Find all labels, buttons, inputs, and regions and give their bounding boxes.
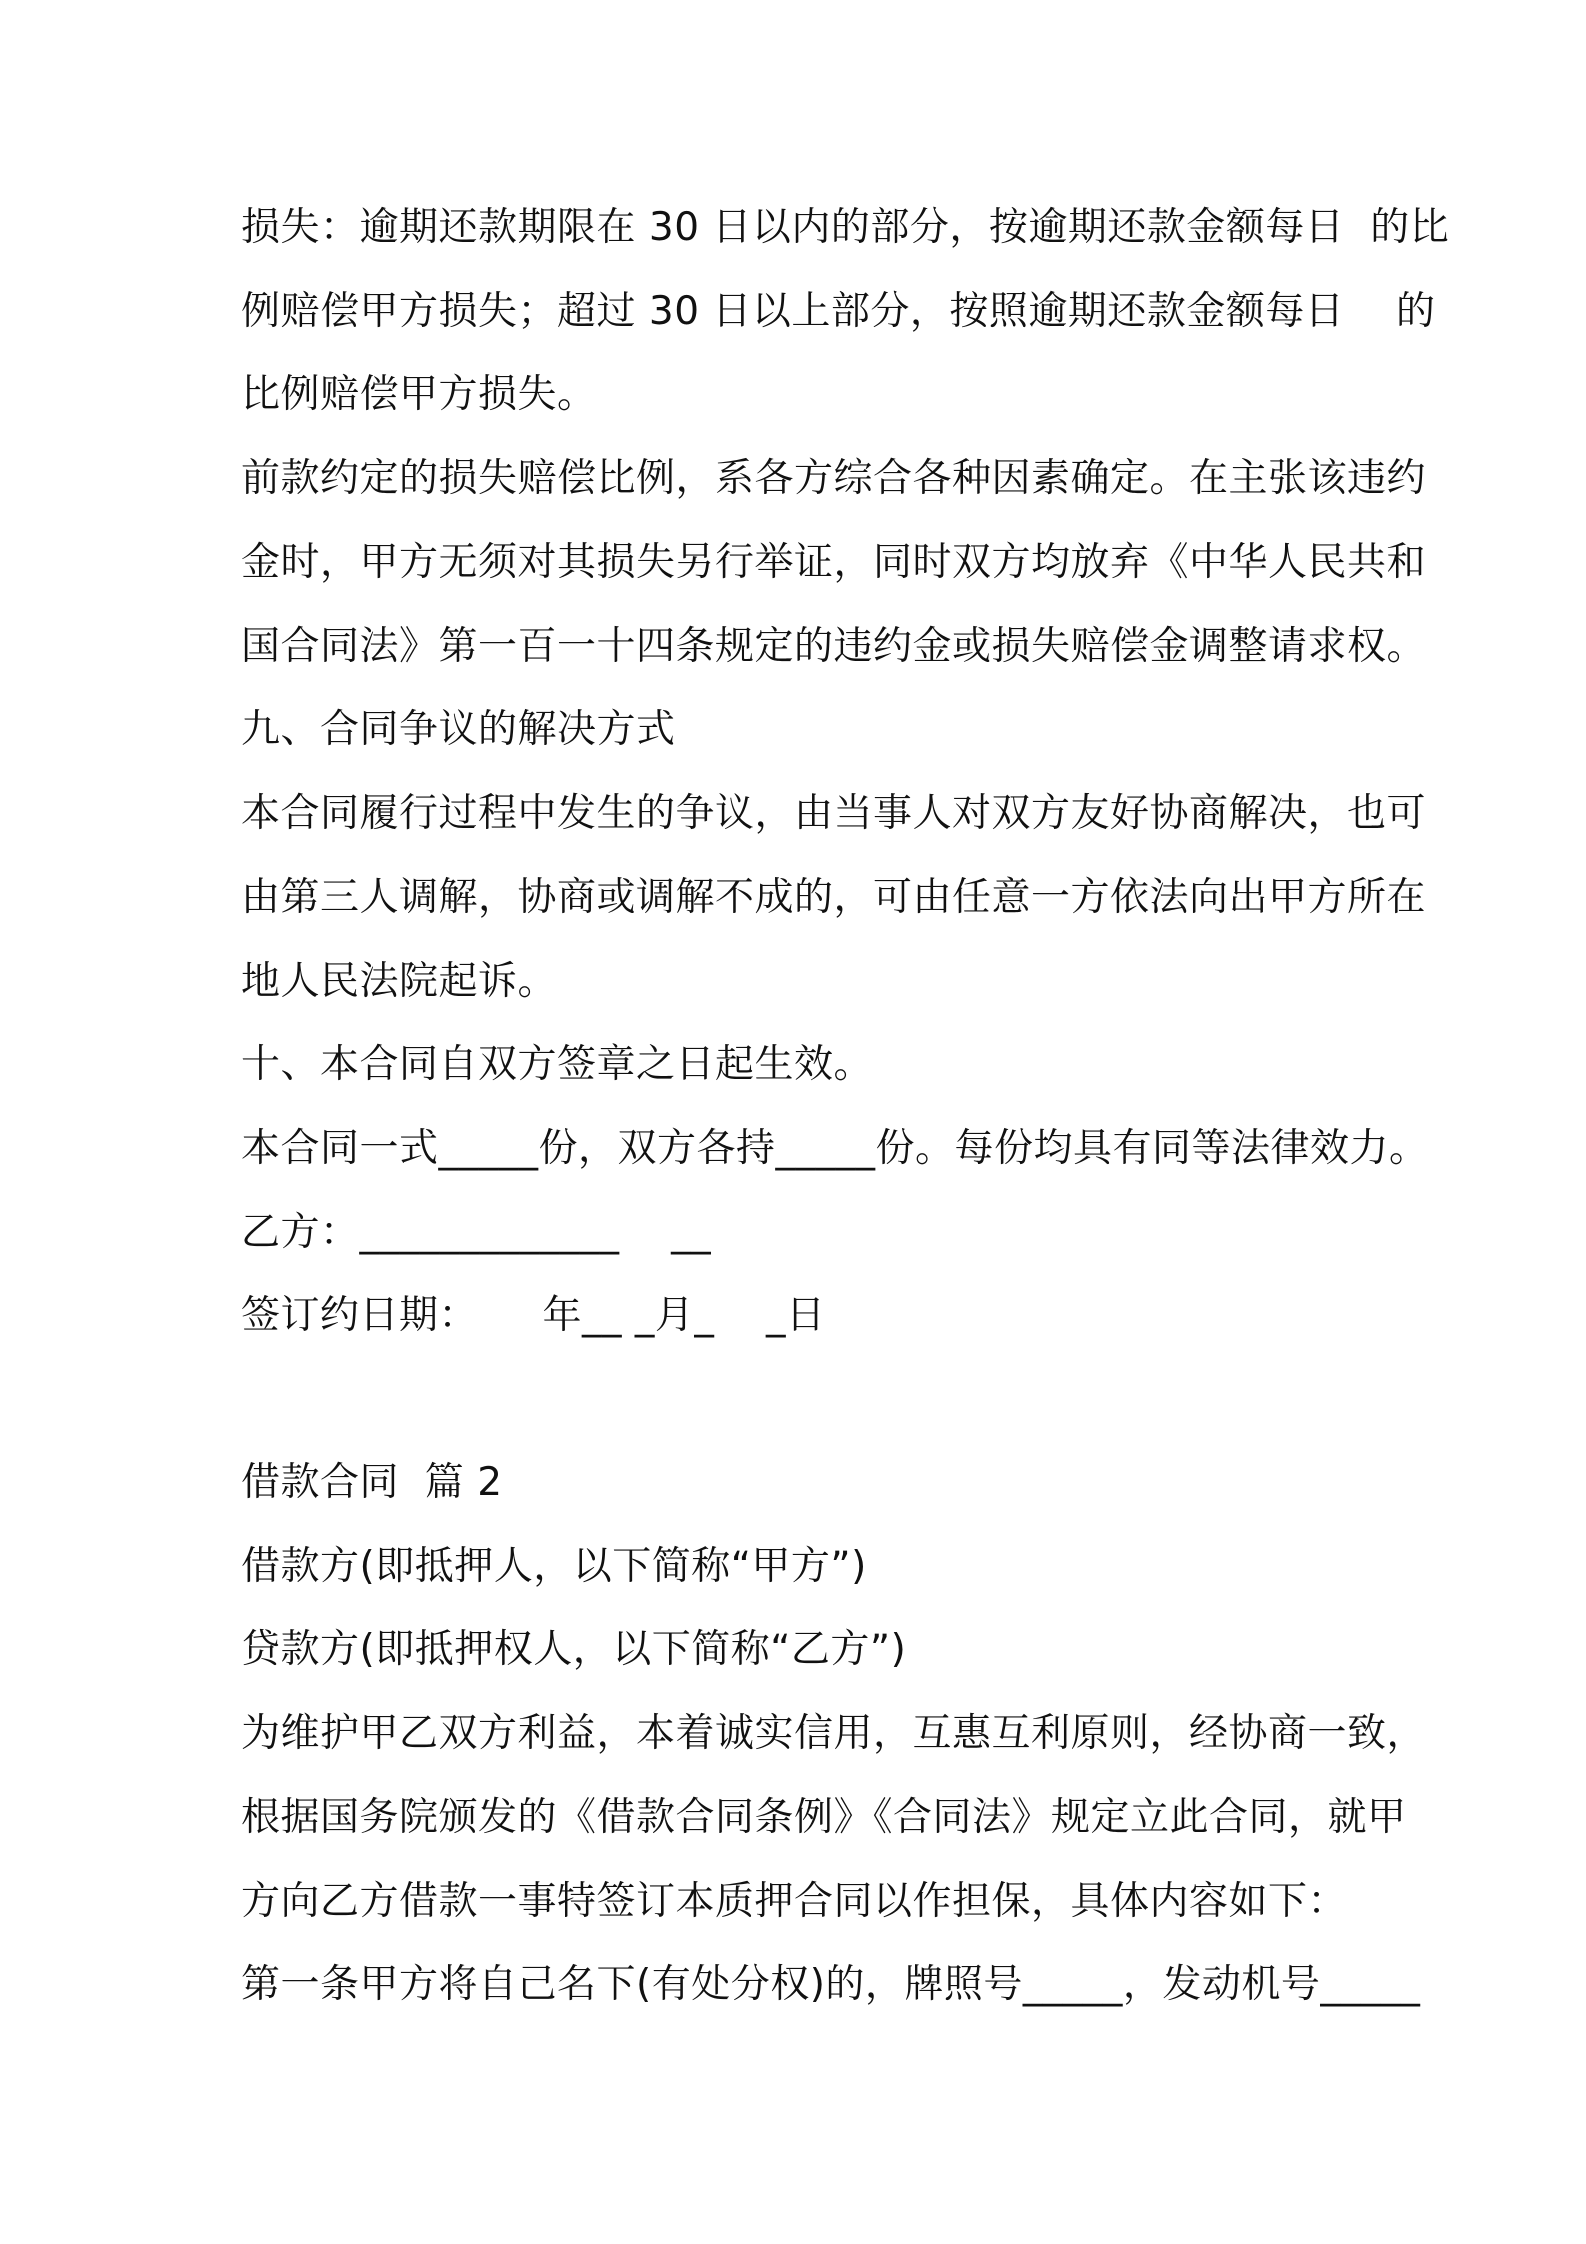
text-line: 根据国务院颁发的《借款合同条例》《合同法》规定立此合同，就甲 [241, 1795, 1407, 1840]
text-line: 本合同一式_____份，双方各持_____份。每份均具有同等法律效力。 [241, 1126, 1429, 1171]
text-line: 例赔偿甲方损失；超过 30 日以上部分，按照逾期还款金额每日 的 [241, 289, 1436, 334]
text-line: 由第三人调解，协商或调解不成的，可由任意一方依法向出甲方所在 [241, 875, 1427, 920]
text-line: 借款方(即抵押人，以下简称“甲方”) [241, 1544, 867, 1589]
section-heading: 九、合同争议的解决方式 [241, 707, 676, 752]
date-line: 签订约日期： 年__ _月_ _日 [241, 1293, 826, 1338]
text-line: 为维护甲乙双方利益，本着诚实信用，互惠互利原则，经协商一致， [241, 1711, 1427, 1756]
text-line: 地人民法院起诉。 [241, 959, 558, 1004]
text-line: 金时，甲方无须对其损失另行举证，同时双方均放弃《中华人民共和 [241, 540, 1427, 585]
text-line: 损失：逾期还款期限在 30 日以内的部分，按逾期还款金额每日 的比 [241, 205, 1450, 250]
text-line: 方向乙方借款一事特签订本质押合同以作担保，具体内容如下： [241, 1879, 1348, 1924]
text-line: 第一条甲方将自己名下(有处分权)的，牌照号_____，发动机号_____ [241, 1962, 1421, 2007]
signature-line: 乙方：_____________ __ [241, 1210, 712, 1255]
document-title: 借款合同 篇 2 [241, 1460, 503, 1505]
section-heading: 十、本合同自双方签章之日起生效。 [241, 1042, 874, 1087]
text-line: 本合同履行过程中发生的争议，由当事人对双方友好协商解决，也可 [241, 791, 1427, 836]
text-line: 国合同法》第一百一十四条规定的违约金或损失赔偿金调整请求权。 [241, 624, 1427, 669]
text-line: 比例赔偿甲方损失。 [241, 372, 597, 417]
text-line: 前款约定的损失赔偿比例，系各方综合各种因素确定。在主张该违约 [241, 456, 1427, 501]
text-line: 贷款方(即抵押权人，以下简称“乙方”) [241, 1627, 907, 1672]
